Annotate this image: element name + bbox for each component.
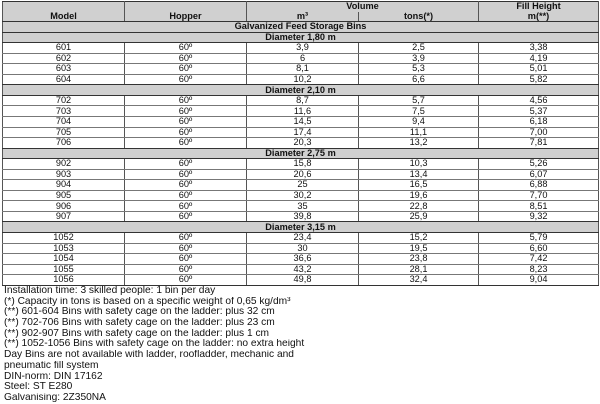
- model-cell: 906: [3, 201, 125, 212]
- volume-tons-cell: 32,4: [359, 275, 479, 286]
- hopper-cell: 60º: [125, 127, 247, 138]
- table-row: [3, 211, 599, 222]
- fill-height-cell: 5,79: [479, 233, 599, 244]
- hopper-cell: 60º: [125, 95, 247, 106]
- header-model: Model: [3, 12, 125, 22]
- fill-height-cell: 5,01: [479, 64, 599, 75]
- hopper-cell: 60º: [125, 43, 247, 54]
- model-cell: 601: [3, 43, 125, 54]
- table-row: [3, 159, 599, 170]
- volume-tons-cell: 25,9: [359, 211, 479, 222]
- model-cell: 602: [3, 53, 125, 64]
- model-cell: 904: [3, 180, 125, 191]
- header-cell: [125, 2, 247, 12]
- volume-tons-cell: 7,5: [359, 106, 479, 117]
- volume-m3-cell: 49,8: [247, 275, 359, 286]
- volume-m3-cell: 20,6: [247, 169, 359, 180]
- volume-tons-cell: 9,4: [359, 117, 479, 128]
- model-cell: 903: [3, 169, 125, 180]
- table-title-row: [3, 22, 599, 33]
- hopper-cell: 60º: [125, 180, 247, 191]
- diameter-row: [3, 148, 599, 159]
- volume-m3-cell: 30: [247, 243, 359, 254]
- fill-height-cell: 4,19: [479, 53, 599, 64]
- hopper-cell: 60º: [125, 74, 247, 85]
- header-volume: Volume: [247, 2, 479, 12]
- model-cell: 603: [3, 64, 125, 75]
- model-cell: 706: [3, 138, 125, 149]
- volume-m3-cell: 6: [247, 53, 359, 64]
- volume-m3-cell: 14,5: [247, 117, 359, 128]
- hopper-cell: 60º: [125, 138, 247, 149]
- header-volume-tons: tons(*): [359, 12, 479, 22]
- volume-tons-cell: 19,5: [359, 243, 479, 254]
- volume-tons-cell: 5,3: [359, 64, 479, 75]
- notes-block: [4, 286, 596, 404]
- model-cell: 905: [3, 190, 125, 201]
- note-line: Installation time: 3 skilled people: 1 bin per day: [4, 286, 216, 296]
- diameter-row: [3, 32, 599, 43]
- header-row-bottom: [3, 12, 599, 22]
- hopper-cell: 60º: [125, 233, 247, 244]
- hopper-cell: 60º: [125, 117, 247, 128]
- hopper-cell: 60º: [125, 243, 247, 254]
- table-row: [3, 190, 599, 201]
- volume-m3-cell: 10,2: [247, 74, 359, 85]
- table-row: [3, 138, 599, 149]
- model-cell: 1056: [3, 275, 125, 286]
- hopper-cell: 60º: [125, 201, 247, 212]
- model-cell: 705: [3, 127, 125, 138]
- volume-tons-cell: 5,7: [359, 95, 479, 106]
- volume-m3-cell: 17,4: [247, 127, 359, 138]
- volume-m3-cell: 8,1: [247, 64, 359, 75]
- fill-height-cell: 6,18: [479, 117, 599, 128]
- fill-height-cell: 5,37: [479, 106, 599, 117]
- table-row: [3, 106, 599, 117]
- volume-tons-cell: 23,8: [359, 254, 479, 265]
- model-cell: 1055: [3, 264, 125, 275]
- fill-height-cell: 6,60: [479, 243, 599, 254]
- hopper-cell: 60º: [125, 159, 247, 170]
- table-row: [3, 254, 599, 265]
- fill-height-cell: 9,32: [479, 211, 599, 222]
- volume-m3-cell: 36,6: [247, 254, 359, 265]
- table-row: [3, 64, 599, 75]
- volume-tons-cell: 13,2: [359, 138, 479, 149]
- fill-height-cell: 7,81: [479, 138, 599, 149]
- volume-m3-cell: 15,8: [247, 159, 359, 170]
- volume-m3-cell: 20,3: [247, 138, 359, 149]
- volume-tons-cell: 15,2: [359, 233, 479, 244]
- note-line: pneumatic fill system: [4, 360, 99, 371]
- header-volume-m3: m³: [247, 12, 359, 22]
- model-cell: 1054: [3, 254, 125, 265]
- hopper-cell: 60º: [125, 106, 247, 117]
- table-row: [3, 201, 599, 212]
- diameter-label: Diameter 2,75 m: [3, 148, 599, 159]
- model-cell: 703: [3, 106, 125, 117]
- hopper-cell: 60º: [125, 264, 247, 275]
- fill-height-cell: 8,23: [479, 264, 599, 275]
- note-line: (*) Capacity in tons is based on a specific weight of 0,65 kg/dm³: [4, 296, 291, 307]
- fill-height-cell: 5,26: [479, 159, 599, 170]
- fill-height-cell: 7,00: [479, 127, 599, 138]
- fill-height-cell: 7,70: [479, 190, 599, 201]
- volume-tons-cell: 13,4: [359, 169, 479, 180]
- diameter-label: Diameter 3,15 m: [3, 222, 599, 233]
- volume-tons-cell: 16,5: [359, 180, 479, 191]
- fill-height-cell: 6,88: [479, 180, 599, 191]
- fill-height-cell: 8,51: [479, 201, 599, 212]
- volume-tons-cell: 10,3: [359, 159, 479, 170]
- table-title: Galvanized Feed Storage Bins: [3, 22, 599, 33]
- volume-m3-cell: 8,7: [247, 95, 359, 106]
- volume-m3-cell: 35: [247, 201, 359, 212]
- model-cell: 907: [3, 211, 125, 222]
- fill-height-cell: 9,04: [479, 275, 599, 286]
- volume-m3-cell: 43,2: [247, 264, 359, 275]
- fill-height-cell: 5,82: [479, 74, 599, 85]
- hopper-cell: 60º: [125, 169, 247, 180]
- volume-m3-cell: 39,8: [247, 211, 359, 222]
- table-row: [3, 53, 599, 64]
- table-row: [3, 43, 599, 54]
- header-fill-height: Fill Height: [479, 2, 599, 12]
- note-line: (**) 601-604 Bins with safety cage on the ladder: plus 32 cm: [4, 307, 275, 318]
- table-row: [3, 180, 599, 191]
- fill-height-cell: 7,42: [479, 254, 599, 265]
- volume-m3-cell: 23,4: [247, 233, 359, 244]
- diameter-row: [3, 85, 599, 96]
- volume-tons-cell: 11,1: [359, 127, 479, 138]
- note-line: (**) 1052-1056 Bins with safety cage on the ladder: no extra height: [4, 339, 305, 350]
- fill-height-cell: 4,56: [479, 95, 599, 106]
- hopper-cell: 60º: [125, 211, 247, 222]
- model-cell: 1052: [3, 233, 125, 244]
- hopper-cell: 60º: [125, 275, 247, 286]
- diameter-label: Diameter 1,80 m: [3, 32, 599, 43]
- bin-specification-table: [2, 1, 599, 286]
- table-row: [3, 95, 599, 106]
- note-line: Steel: ST E280: [4, 382, 73, 393]
- hopper-cell: 60º: [125, 64, 247, 75]
- diameter-label: Diameter 2,10 m: [3, 85, 599, 96]
- table-body: [3, 32, 599, 285]
- volume-tons-cell: 2,5: [359, 43, 479, 54]
- hopper-cell: 60º: [125, 190, 247, 201]
- volume-m3-cell: 25: [247, 180, 359, 191]
- fill-height-cell: 6,07: [479, 169, 599, 180]
- volume-m3-cell: 30,2: [247, 190, 359, 201]
- model-cell: 704: [3, 117, 125, 128]
- volume-tons-cell: 22,8: [359, 201, 479, 212]
- model-cell: 1053: [3, 243, 125, 254]
- volume-tons-cell: 3,9: [359, 53, 479, 64]
- volume-tons-cell: 28,1: [359, 264, 479, 275]
- note-line: (**) 902-907 Bins with safety cage on the ladder: plus 1 cm: [4, 328, 270, 339]
- volume-m3-cell: 3,9: [247, 43, 359, 54]
- note-line: DIN-norm: DIN 17162: [4, 371, 103, 382]
- table-row: [3, 127, 599, 138]
- header-fill-height-m: m(**): [479, 12, 599, 22]
- hopper-cell: 60º: [125, 254, 247, 265]
- hopper-cell: 60º: [125, 53, 247, 64]
- volume-tons-cell: 6,6: [359, 74, 479, 85]
- model-cell: 604: [3, 74, 125, 85]
- fill-height-cell: 3,38: [479, 43, 599, 54]
- volume-tons-cell: 19,6: [359, 190, 479, 201]
- header-hopper: Hopper: [125, 12, 247, 22]
- table-row: [3, 74, 599, 85]
- table-row: [3, 264, 599, 275]
- table-row: [3, 243, 599, 254]
- header-cell: [3, 2, 125, 12]
- diameter-row: [3, 222, 599, 233]
- volume-m3-cell: 11,6: [247, 106, 359, 117]
- table-row: [3, 275, 599, 286]
- model-cell: 702: [3, 95, 125, 106]
- table-row: [3, 169, 599, 180]
- note-line: Day Bins are not available with ladder, roofladder, mechanic and: [4, 350, 294, 361]
- header-row-top: [3, 2, 599, 12]
- model-cell: 902: [3, 159, 125, 170]
- note-line: (**) 702-706 Bins with safety cage on the ladder: plus 23 cm: [4, 318, 275, 329]
- note-line: Galvanising: 2Z350NA: [4, 392, 106, 403]
- table-row: [3, 233, 599, 244]
- table-row: [3, 117, 599, 128]
